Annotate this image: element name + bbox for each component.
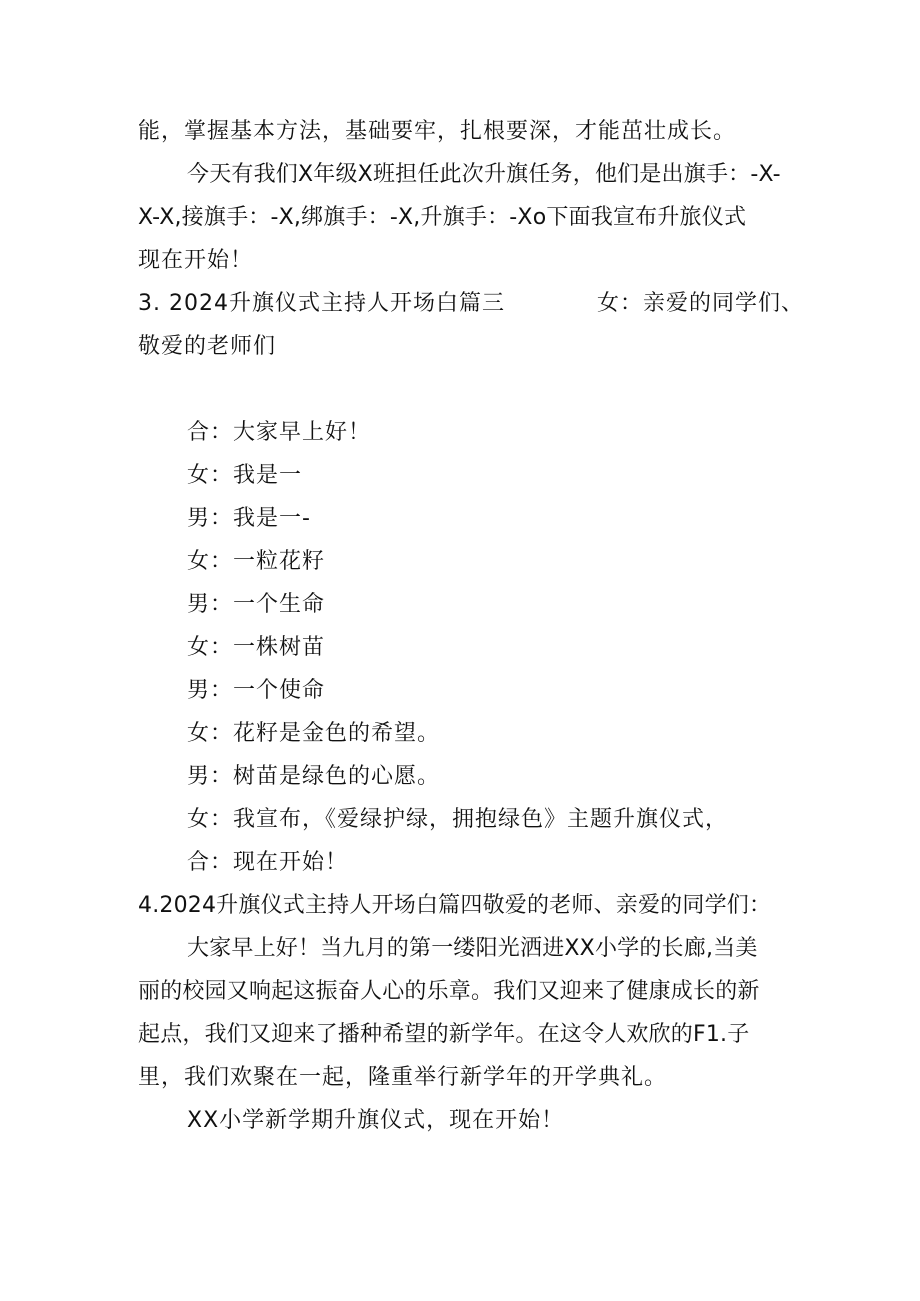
dialogue-line: 女：花籽是金色的希望。 [187,721,441,746]
section-heading: 4.2024升旗仪式主持人开场白篇四敬爱的老师、亲爱的同学们： [138,893,772,918]
dialogue-line: 女：一粒花籽 [187,549,326,574]
dialogue-line: 合：现在开始！ [187,850,349,875]
dialogue-line: 女：我是一 [187,463,303,488]
text-line: 里，我们欢聚在一起，隆重举行新学年的开学典礼。 [138,1065,668,1090]
text-line: 现在开始！ [138,248,254,273]
dialogue-line: 合：大家早上好！ [187,420,372,445]
section-heading: 3. 2024升旗仪式主持人开场白篇三 女：亲爱的同学们、 [138,291,804,316]
text-line: 能，掌握基本方法，基础要牢，扎根要深，才能茁壮成长。 [138,119,737,144]
dialogue-line: 男：一个生命 [187,592,326,617]
dialogue-line: 女：一株树苗 [187,635,326,660]
text-line: 敬爱的老师们 [138,334,277,359]
text-line: 起点，我们又迎来了播种希望的新学年。在这令人欢欣的F1.子 [138,1022,750,1047]
text-line: XX小学新学期升旗仪式，现在开始！ [187,1108,565,1133]
dialogue-line: 男：我是一- [187,506,311,531]
dialogue-line: 女：我宣布，《爱绿护绿，拥抱绿色》主题升旗仪式， [187,807,729,832]
text-line: 大家早上好！当九月的第一缕阳光洒进XX小学的长廊,当美 [187,936,758,961]
dialogue-line: 男：一个使命 [187,678,326,703]
text-line: X-X,接旗手：-X,绑旗手：-X,升旗手：-Xo下面我宣布升旅仪式 [138,205,747,230]
dialogue-line: 男：树苗是绿色的心愿。 [187,764,441,789]
text-line: 丽的校园又响起这振奋人心的乐章。我们又迎来了健康成长的新 [138,979,760,1004]
text-line: 今天有我们X年级X班担任此次升旗任务，他们是出旗手：-X- [187,162,781,187]
